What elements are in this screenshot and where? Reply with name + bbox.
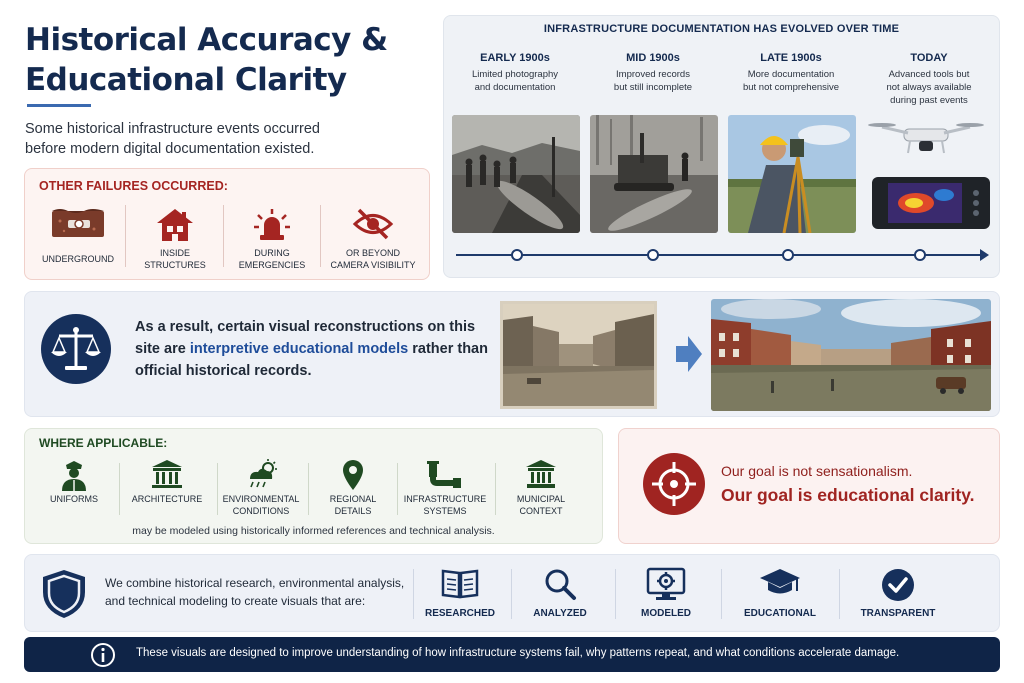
page-title [25, 20, 425, 100]
goal-line-2: Our goal is educational clarity. [721, 485, 975, 505]
house-icon [155, 207, 195, 243]
thermal-tablet-icon [872, 177, 990, 229]
applicable-regional [309, 455, 397, 521]
title-line-2: Educational Clarity [25, 62, 347, 98]
failure-label: UNDERGROUND [42, 254, 114, 264]
label-line-2: CONTEXT [519, 506, 563, 516]
underground-pipe-icon [50, 207, 106, 239]
photo-today-drone-tablet [864, 115, 998, 233]
failure-label [127, 247, 223, 271]
label-line-1: INFRASTRUCTURE [403, 494, 487, 504]
label-line-2: SYSTEMS [423, 506, 467, 516]
failure-label [224, 247, 320, 271]
label-line-2: DETAILS [334, 506, 372, 516]
era-early-1900s [450, 52, 580, 94]
applicable-uniforms [33, 455, 115, 521]
failure-underground [33, 201, 123, 273]
era-line-1: More documentation [747, 69, 835, 80]
magnifier-icon [543, 567, 577, 601]
applicable-label [309, 493, 397, 517]
timeline-dot [782, 249, 794, 261]
quality-label: ANALYZED [533, 608, 587, 619]
applicable-environmental [217, 455, 305, 521]
title-line-1: Historical Accuracy & [25, 22, 388, 58]
label-line-2: CAMERA VISIBILITY [330, 260, 416, 270]
era-description [864, 68, 994, 107]
uniform-person-icon [59, 459, 89, 491]
method-line-1: We combine historical research, environmental analysis, [105, 576, 405, 590]
timeline-dot [511, 249, 523, 261]
pipe-icon [427, 459, 463, 489]
applicable-label [497, 493, 585, 517]
timeline-dot [914, 249, 926, 261]
scales-of-justice-icon [41, 314, 111, 384]
quality-modeled [623, 565, 709, 627]
quality-analyzed [517, 565, 603, 627]
quality-label: RESEARCHED [424, 608, 495, 619]
info-icon [90, 642, 116, 673]
documentation-timeline-panel [443, 15, 1000, 278]
applicable-infrastructure [399, 455, 491, 521]
applicable-municipal [497, 455, 585, 521]
timeline-axis [456, 254, 986, 256]
photo-early-1900s [452, 115, 580, 233]
civic-building-icon [525, 459, 557, 489]
weather-icon [244, 459, 278, 489]
book-icon [441, 567, 479, 599]
result-text-after: rather than official historical records. [135, 341, 488, 379]
quality-label: EDUCATIONAL [743, 608, 817, 619]
label-line-1: INSIDE [159, 248, 190, 258]
other-failures-panel [24, 168, 430, 280]
era-line-2: but still incomplete [613, 82, 693, 93]
intro-text [25, 119, 355, 159]
timeline-title: INFRASTRUCTURE DOCUMENTATION HAS EVOLVED OVER TIME [543, 23, 900, 35]
photo-mid-1900s [590, 115, 718, 233]
era-late-1900s [726, 52, 856, 94]
failure-during-emergencies [224, 201, 320, 273]
era-line-2: but not comprehensive [742, 82, 840, 93]
check-circle-icon [880, 567, 916, 603]
label-line-1: OR BEYOND [345, 248, 400, 258]
map-pin-icon [341, 459, 365, 491]
era-mid-1900s [588, 52, 718, 94]
era-heading: MID 1900s [626, 52, 680, 64]
era-line-1: Limited photography [471, 69, 559, 80]
footer-banner [24, 637, 1000, 672]
shield-icon [41, 568, 87, 625]
result-statement [135, 316, 495, 382]
result-highlight: interpretive educational models [189, 341, 409, 357]
label-line-1: UNIFORMS [50, 494, 98, 504]
era-today [864, 52, 994, 107]
quality-researched [417, 565, 503, 627]
label-line-1: REGIONAL [329, 494, 377, 504]
historic-flood-photo [500, 301, 657, 409]
applicable-label [217, 493, 305, 517]
failure-inside-structures [127, 201, 223, 273]
timeline-dot [647, 249, 659, 261]
timeline-arrow-icon [980, 249, 989, 261]
result-text-before: As a result, certain visual reconstructions on this site are [135, 319, 476, 357]
era-description [450, 68, 580, 94]
quality-educational [731, 565, 829, 627]
monitor-gear-icon [646, 567, 686, 601]
era-line-3: during past events [890, 95, 968, 106]
era-heading: LATE 1900s [760, 52, 822, 64]
era-heading: EARLY 1900s [480, 52, 550, 64]
applicable-label [123, 493, 211, 505]
label-line-1: DURING [254, 248, 290, 258]
quality-label: MODELED [641, 608, 691, 619]
architecture-icon [151, 459, 183, 489]
title-underline [27, 104, 91, 107]
intro-line-1: Some historical infrastructure events occurred [25, 121, 320, 137]
target-icon [643, 453, 705, 515]
methodology-panel [24, 554, 1000, 632]
era-line-2: not always available [886, 82, 972, 93]
eye-off-icon [352, 207, 394, 241]
photo-late-1900s [728, 115, 856, 233]
label-line-1: ENVIRONMENTAL [222, 494, 300, 504]
goal-panel [618, 428, 1000, 544]
label-line-1: MUNICIPAL [516, 494, 566, 504]
intro-line-2: before modern digital documentation existed. [25, 141, 315, 157]
interpretive-models-panel [24, 291, 1000, 417]
era-description [726, 68, 856, 94]
method-line-2: and technical modeling to create visuals that are: [105, 594, 366, 608]
goal-line-1: Our goal is not sensationalism. [721, 463, 913, 479]
failure-beyond-camera [321, 201, 425, 273]
label-line-2: CONDITIONS [232, 506, 290, 516]
applicable-label [399, 493, 491, 517]
where-applicable-panel [24, 428, 603, 544]
label-line-2: STRUCTURES [144, 260, 206, 270]
label-line-1: ARCHITECTURE [131, 494, 203, 504]
applicable-architecture [123, 455, 211, 521]
graduation-cap-icon [759, 567, 801, 599]
label-line-2: EMERGENCIES [238, 260, 306, 270]
siren-icon [252, 207, 292, 243]
arrow-right-icon [676, 336, 702, 377]
era-line-1: Improved records [616, 69, 690, 80]
footer-text: These visuals are designed to improve understanding of how infrastructure systems fail, why patterns repeat, and what conditions accelerate damage. [136, 647, 900, 659]
era-description [588, 68, 718, 94]
reconstructed-flood-render [711, 299, 991, 411]
failure-label [321, 247, 425, 271]
era-line-2: and documentation [474, 82, 556, 93]
applicable-footnote: may be modeled using historically informed references and technical analysis. [132, 525, 495, 537]
methodology-text [105, 574, 405, 610]
quality-transparent [847, 565, 949, 627]
era-line-1: Advanced tools but [888, 69, 970, 80]
failures-title: OTHER FAILURES OCCURRED: [39, 179, 228, 193]
quality-label: TRANSPARENT [860, 608, 936, 619]
applicable-title: WHERE APPLICABLE: [39, 436, 168, 450]
era-heading: TODAY [910, 52, 948, 64]
applicable-label [33, 493, 115, 505]
